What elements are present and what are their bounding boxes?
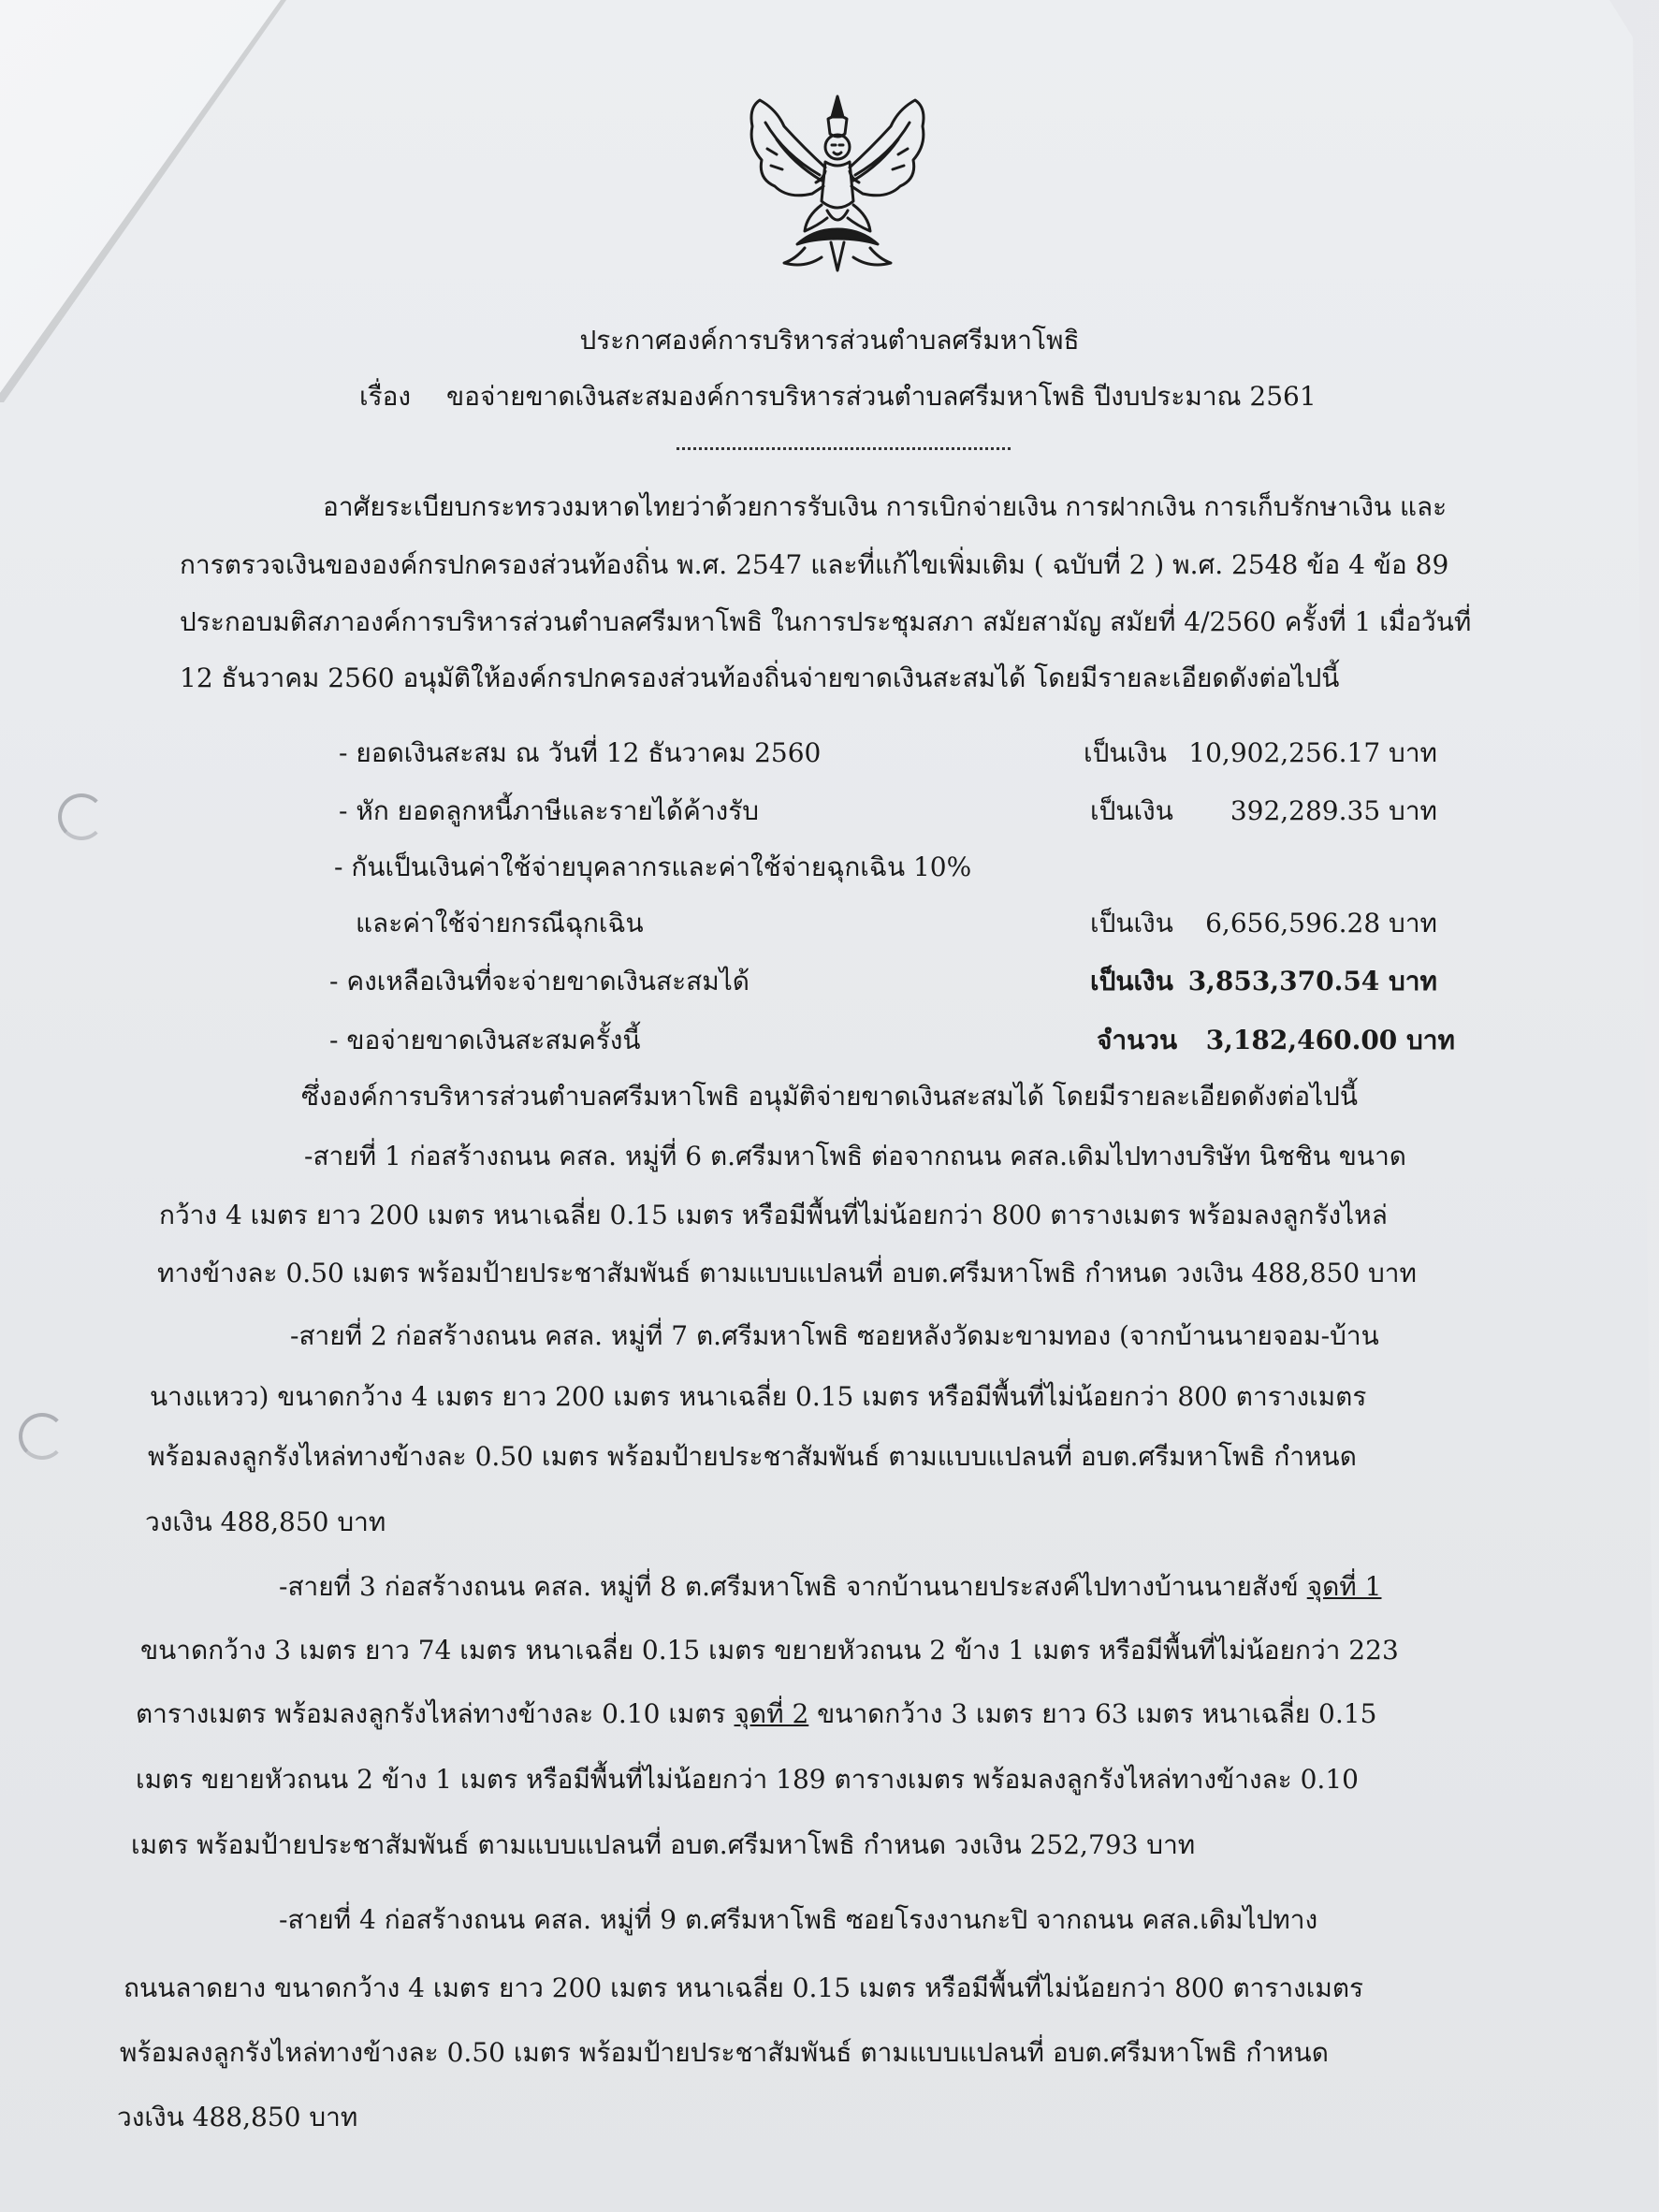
subject-text: ขอจ่ายขาดเงินสะสมองค์การบริหารส่วนตำบลศรีมหาโพธิ ปีงบประมาณ 2561 (446, 381, 1317, 412)
summary-prefix-balance: เป็นเงิน (1084, 737, 1167, 768)
road-3-point-1-label: จุดที่ 1 (1306, 1571, 1382, 1602)
road-3-line-2: ขนาดกว้าง 3 เมตร ยาว 74 เมตร หนาเฉลี่ย 0.15 เมตร ขยายหัวถนน 2 ข้าง 1 เมตร หรือมีพื้นที่ไม่น้อยกว่า 223 (140, 1635, 1399, 1666)
intro-line-1: อาศัยระเบียบกระทรวงมหาดไทยว่าด้วยการรับเงิน การเบิกจ่ายเงิน การฝากเงิน การเก็บรักษาเงิน และ (323, 491, 1448, 522)
road-1-line-1: -สายที่ 1 ก่อสร้างถนน คสล. หมู่ที่ 6 ต.ศรีมหาโพธิ ต่อจากถนน คสล.เดิมไปทางบริษัท นิชชิน ขนาด (304, 1141, 1406, 1171)
summary-prefix-remaining: เป็นเงิน (1090, 966, 1173, 997)
intro-line-2: การตรวจเงินขององค์กรปกครองส่วนท้องถิ่น พ.ศ. 2547 และที่แก้ไขเพิ่มเติม ( ฉบับที่ 2 ) พ.ศ. 2548 ข้อ 4 ข้อ 89 (180, 549, 1449, 580)
summary-label-request: - ขอจ่ายขาดเงินสะสมครั้งนี้ (329, 1025, 641, 1055)
road-2-line-3: พร้อมลงลูกรังไหล่ทางข้างละ 0.50 เมตร พร้อมป้ายประชาสัมพันธ์ ตามแบบแปลนที่ อบต.ศรีมหาโพธิ กำหนด (148, 1441, 1357, 1472)
road-3-line-1 (279, 1571, 1382, 1602)
intro-line-3: ประกอบมติสภาองค์การบริหารส่วนตำบลศรีมหาโพธิ ในการประชุมสภา สมัยสามัญ สมัยที่ 4/2560 ครั้งที่ 1 เมื่อวันที่ (180, 606, 1472, 637)
garuda-emblem (739, 89, 936, 276)
summary-amount-emergency: 6,656,596.28 บาท (1205, 908, 1437, 939)
summary-amount-balance: 10,902,256.17 บาท (1188, 737, 1437, 768)
punch-hole-lower (19, 1413, 65, 1460)
summary-amount-remaining: 3,853,370.54 บาท (1187, 966, 1437, 997)
intro-line-4: 12 ธันวาคม 2560 อนุมัติให้องค์กรปกครองส่วนท้องถิ่นจ่ายขาดเงินสะสมได้ โดยมีรายละเอียดดังต่อไปนี้ (180, 662, 1340, 693)
summary-label-receivables: - หัก ยอดลูกหนี้ภาษีและรายได้ค้างรับ (339, 795, 760, 826)
road-1-line-3: ทางข้างละ 0.50 เมตร พร้อมป้ายประชาสัมพันธ์ ตามแบบแปลนที่ อบต.ศรีมหาโพธิ กำหนด วงเงิน 488,850 บาท (157, 1258, 1417, 1288)
summary-label-reserve: - กันเป็นเงินค่าใช้จ่ายบุคลากรและค่าใช้จ่ายฉุกเฉิน 10% (334, 851, 972, 882)
road-3-line-3-text-a: ตารางเมตร พร้อมลงลูกรังไหล่ทางข้างละ 0.10 เมตร (136, 1698, 735, 1729)
summary-amount-request: 3,182,460.00 บาท (1205, 1025, 1455, 1055)
summary-label-balance: - ยอดเงินสะสม ณ วันที่ 12 ธันวาคม 2560 (339, 737, 822, 768)
road-4-line-4: วงเงิน 488,850 บาท (117, 2102, 358, 2132)
summary-prefix-receivables: เป็นเงิน (1090, 795, 1173, 826)
road-3-point-2-label: จุดที่ 2 (734, 1698, 809, 1729)
summary-prefix-emergency: เป็นเงิน (1090, 908, 1173, 939)
road-2-line-2: นางแหวว) ขนาดกว้าง 4 เมตร ยาว 200 เมตร หนาเฉลี่ย 0.15 เมตร หรือมีพื้นที่ไม่น้อยกว่า 800 ตารางเมตร (150, 1381, 1367, 1412)
announcement-title: ประกาศองค์การบริหารส่วนตำบลศรีมหาโพธิ (579, 325, 1080, 356)
road-3-line-4: เมตร ขยายหัวถนน 2 ข้าง 1 เมตร หรือมีพื้นที่ไม่น้อยกว่า 189 ตารางเมตร พร้อมลงลูกรังไหล่ทางข้างละ 0.10 (136, 1764, 1359, 1795)
road-3-line-5: เมตร พร้อมป้ายประชาสัมพันธ์ ตามแบบแปลนที่ อบต.ศรีมหาโพธิ กำหนด วงเงิน 252,793 บาท (131, 1829, 1196, 1860)
approval-line: ซึ่งองค์การบริหารส่วนตำบลศรีมหาโพธิ อนุมัติจ่ายขาดเงินสะสมได้ โดยมีรายละเอียดดังต่อไปนี้ (301, 1081, 1359, 1112)
road-1-line-2: กว้าง 4 เมตร ยาว 200 เมตร หนาเฉลี่ย 0.15 เมตร หรือมีพื้นที่ไม่น้อยกว่า 800 ตารางเมตร พร้อมลงลูกรังไหล่ (159, 1200, 1388, 1230)
summary-label-remaining: - คงเหลือเงินที่จะจ่ายขาดเงินสะสมได้ (329, 966, 749, 997)
punch-hole-upper (58, 793, 105, 840)
road-3-line-3 (136, 1698, 1377, 1729)
summary-prefix-request: จำนวน (1097, 1025, 1178, 1055)
road-4-line-1: -สายที่ 4 ก่อสร้างถนน คสล. หมู่ที่ 9 ต.ศรีมหาโพธิ ซอยโรงงานกะปิ จากถนน คสล.เดิมไปทาง (279, 1904, 1318, 1935)
road-3-line-1-text: -สายที่ 3 ก่อสร้างถนน คสล. หมู่ที่ 8 ต.ศรีมหาโพธิ จากบ้านนายประสงค์ไปทางบ้านนายสังข์ (279, 1571, 1307, 1602)
subject-label: เรื่อง (359, 381, 412, 412)
road-4-line-2: ถนนลาดยาง ขนาดกว้าง 4 เมตร ยาว 200 เมตร หนาเฉลี่ย 0.15 เมตร หรือมีพื้นที่ไม่น้อยกว่า 800 ตารางเมตร (124, 1972, 1364, 2003)
road-2-line-1: -สายที่ 2 ก่อสร้างถนน คสล. หมู่ที่ 7 ต.ศรีมหาโพธิ ซอยหลังวัดมะขามทอง (จากบ้านนายจอม-บ้าน (290, 1320, 1379, 1351)
road-4-line-3: พร้อมลงลูกรังไหล่ทางข้างละ 0.50 เมตร พร้อมป้ายประชาสัมพันธ์ ตามแบบแปลนที่ อบต.ศรีมหาโพธิ กำหนด (120, 2037, 1329, 2068)
summary-amount-receivables: 392,289.35 บาท (1230, 795, 1437, 826)
dotted-separator (677, 447, 1011, 450)
road-2-line-4: วงเงิน 488,850 บาท (145, 1506, 386, 1537)
summary-label-emergency: และค่าใช้จ่ายกรณีฉุกเฉิน (356, 908, 644, 939)
road-3-line-3-text-b: ขนาดกว้าง 3 เมตร ยาว 63 เมตร หนาเฉลี่ย 0.15 (808, 1698, 1377, 1729)
